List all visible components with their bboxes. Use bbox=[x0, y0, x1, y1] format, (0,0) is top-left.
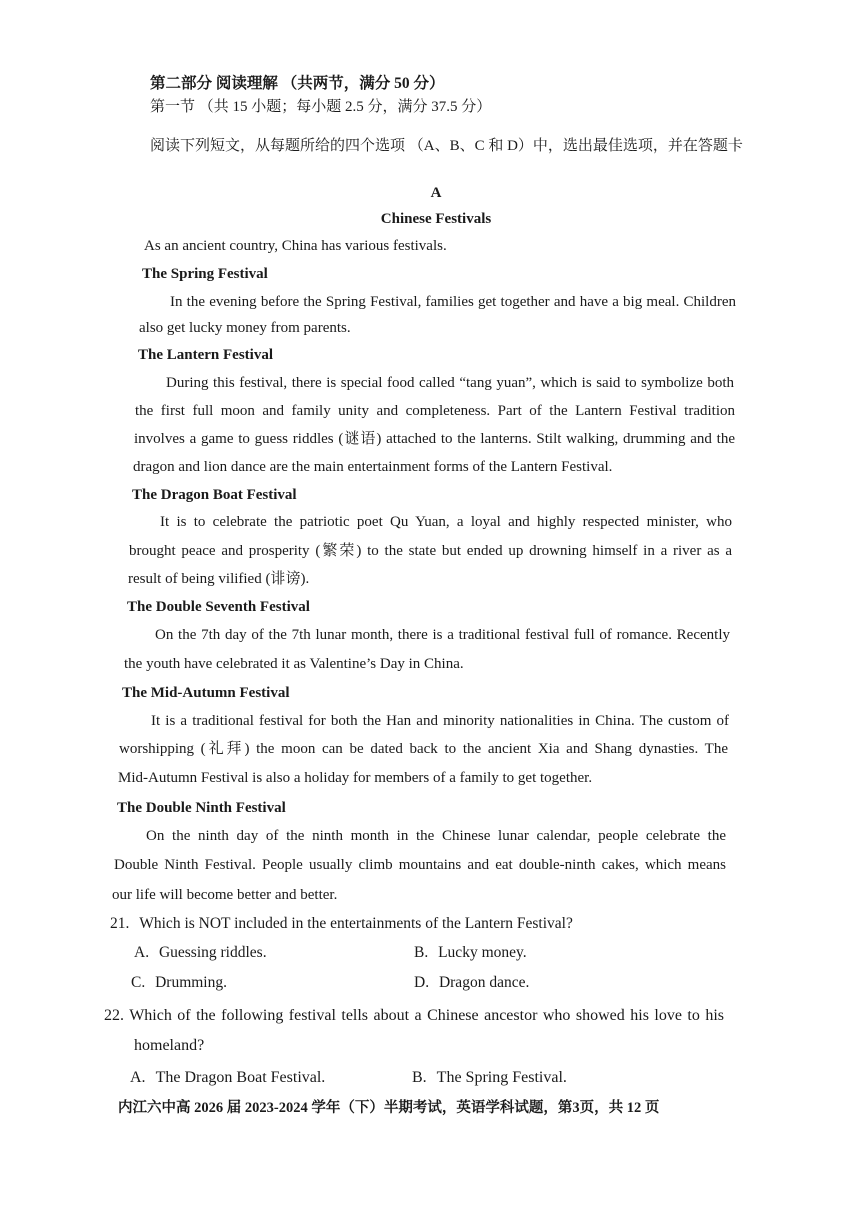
paragraph-line: also get lucky money from parents. bbox=[139, 320, 351, 336]
option-21-c[interactable] bbox=[131, 973, 227, 993]
paragraph-line: During this festival, there is special food called “tang yuan”, which is said to symbolize both bbox=[166, 375, 734, 391]
paragraph-line: It is to celebrate the patriotic poet Qu Yuan, a loyal and highly respected minister, who bbox=[160, 514, 732, 530]
passage-intro: As an ancient country, China has various festivals. bbox=[144, 238, 447, 254]
paragraph-line: On the 7th day of the 7th lunar month, there is a traditional festival full of romance. Recently bbox=[155, 627, 730, 643]
question-21 bbox=[110, 914, 573, 934]
question-22 bbox=[104, 1006, 724, 1026]
paragraph-line: In the evening before the Spring Festival, families get together and have a big meal. Children bbox=[170, 294, 736, 310]
section-heading-dragon-boat: The Dragon Boat Festival bbox=[132, 487, 297, 503]
option-label: B. bbox=[414, 944, 429, 961]
option-21-d[interactable] bbox=[414, 973, 529, 993]
option-label: A. bbox=[134, 944, 150, 961]
passage-letter: A bbox=[430, 185, 442, 201]
paragraph-line: the first full moon and family unity and completeness. Part of the Lantern Festival tradition bbox=[135, 403, 735, 419]
question-text: Which is NOT included in the entertainments of the Lantern Festival? bbox=[139, 915, 573, 932]
part-title: 第二部分 阅读理解 （共两节，满分 50 分） bbox=[150, 75, 445, 92]
section-title: 第一节 （共 15 小题；每小题 2.5 分，满分 37.5 分） bbox=[150, 99, 492, 115]
question-number: 21. bbox=[110, 915, 130, 932]
option-text: Dragon dance. bbox=[438, 974, 530, 991]
paragraph-line: the youth have celebrated it as Valentine’s Day in China. bbox=[124, 656, 464, 672]
option-label: C. bbox=[131, 974, 146, 991]
section-heading-double-ninth: The Double Ninth Festival bbox=[117, 800, 286, 816]
option-text: Lucky money. bbox=[438, 944, 527, 961]
paragraph-line: worshipping (礼拜) the moon can be dated back to the ancient Xia and Shang dynasties. The bbox=[119, 741, 728, 757]
section-heading-mid-autumn: The Mid-Autumn Festival bbox=[122, 685, 290, 701]
option-21-a[interactable] bbox=[134, 943, 267, 963]
option-21-b[interactable] bbox=[414, 943, 527, 963]
option-text: Guessing riddles. bbox=[158, 944, 267, 961]
option-text: The Spring Festival. bbox=[436, 1069, 567, 1086]
option-22-b[interactable] bbox=[412, 1068, 567, 1088]
paragraph-line: Double Ninth Festival. People usually climb mountains and eat double-ninth cakes, which means bbox=[114, 857, 726, 873]
paragraph-line: It is a traditional festival for both the Han and minority nationalities in China. The custom of bbox=[151, 713, 729, 729]
paragraph-line: brought peace and prosperity (繁荣) to the state but ended up drowning himself in a river as a bbox=[129, 543, 732, 559]
paragraph-line: On the ninth day of the ninth month in the Chinese lunar calendar, people celebrate the bbox=[146, 828, 726, 844]
option-label: B. bbox=[412, 1069, 427, 1086]
page-footer: 内江六中高 2026 届 2023-2024 学年（下）半期考试，英语学科试题，第3页，共 12 页 bbox=[118, 1100, 660, 1116]
instructions: 阅读下列短文，从每题所给的四个选项 （A、B、C 和 D）中，选出最佳选项，并在答题卡 bbox=[150, 138, 743, 154]
paragraph-line: our life will become better and better. bbox=[112, 887, 338, 903]
question-text: Which of the following festival tells about a Chinese ancestor who showed his love to his bbox=[129, 1007, 724, 1024]
option-label: A. bbox=[130, 1069, 146, 1086]
question-22-line2: homeland? bbox=[134, 1037, 205, 1054]
section-heading-double-seventh: The Double Seventh Festival bbox=[127, 599, 310, 615]
section-heading-lantern: The Lantern Festival bbox=[138, 347, 273, 363]
paragraph-line: dragon and lion dance are the main entertainment forms of the Lantern Festival. bbox=[133, 459, 613, 475]
question-number: 22. bbox=[104, 1007, 124, 1024]
option-22-a[interactable] bbox=[130, 1068, 325, 1088]
option-text: The Dragon Boat Festival. bbox=[155, 1069, 326, 1086]
option-label: D. bbox=[414, 974, 430, 991]
paragraph-line: Mid-Autumn Festival is also a holiday for members of a family to get together. bbox=[118, 770, 593, 786]
option-text: Drumming. bbox=[155, 974, 227, 991]
paragraph-line: result of being vilified (诽谤). bbox=[128, 571, 310, 587]
passage-title: Chinese Festivals bbox=[380, 211, 492, 227]
paragraph-line: involves a game to guess riddles (谜语) attached to the lanterns. Stilt walking, drumming and the bbox=[134, 431, 735, 447]
section-heading-spring: The Spring Festival bbox=[142, 266, 268, 282]
